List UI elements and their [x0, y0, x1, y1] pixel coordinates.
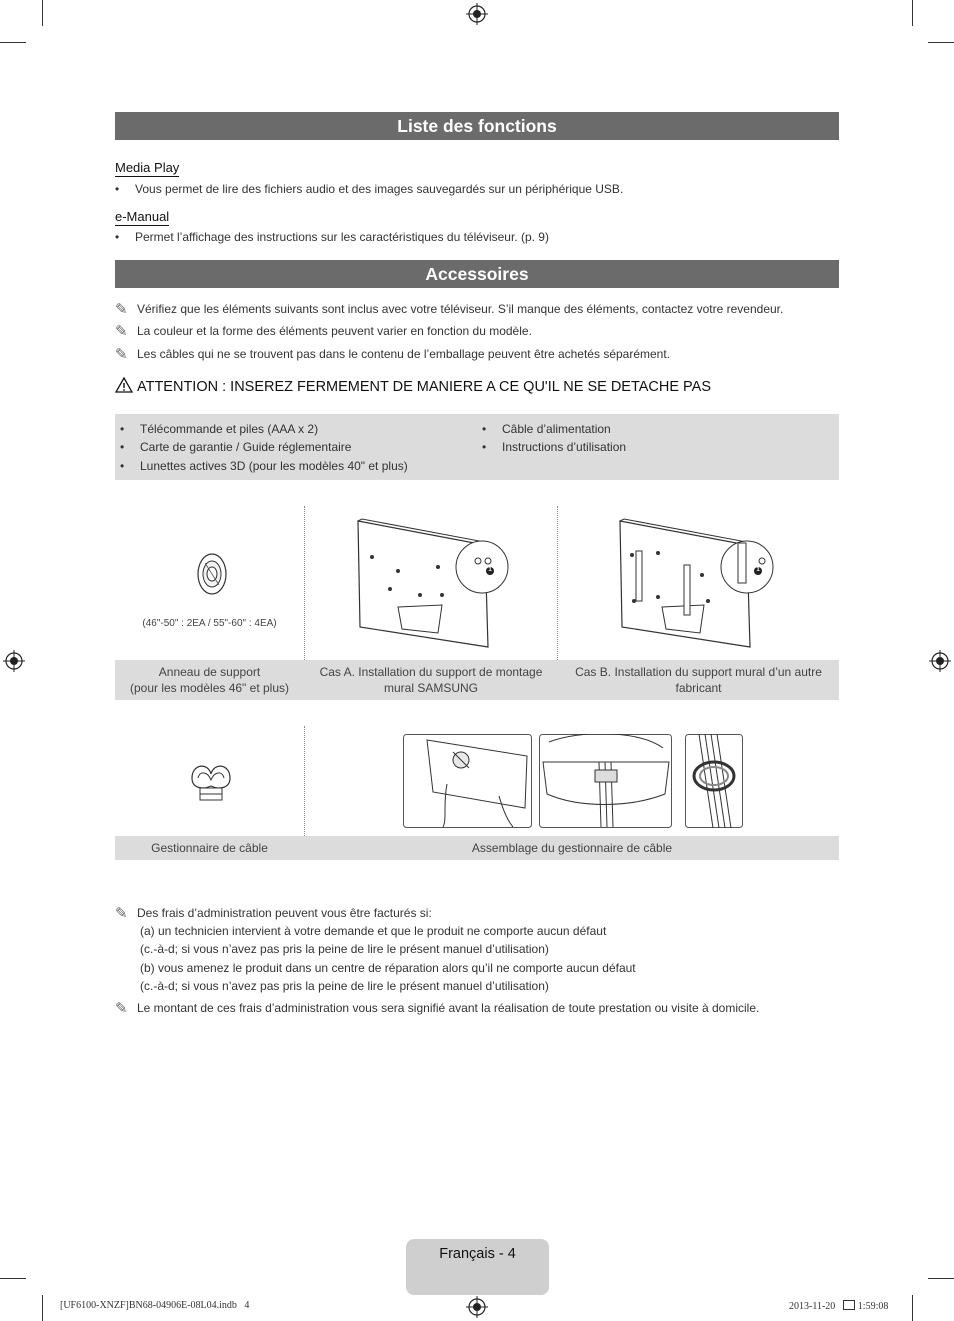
fees-line-2: (c.-à-d; si vous n’avez pas pris la peine de lire le présent manuel d’utilisation) [140, 942, 549, 956]
bullet-text: Permet l’affichage des instructions sur les caractéristiques du téléviseur. (p. 9) [135, 230, 549, 244]
attention-line [115, 377, 711, 395]
registration-mark-bottom [466, 1296, 488, 1318]
cable-manager-illustration [188, 758, 234, 804]
caption-cas-a: Cas A. Installation du support de montage mural SAMSUNG [319, 665, 543, 695]
section-title-accessoires: Accessoires [115, 260, 839, 288]
figure-marker-b: 1 [756, 567, 760, 573]
cable-assembly-step-2 [539, 734, 672, 828]
footer-file-info: [UF6100-XNZF]BN68-04906E-08L04.indb 4 [60, 1300, 250, 1311]
note-text: La couleur et la forme des éléments peuvent varier en fonction du modèle. [137, 324, 532, 338]
fees-line-4: (c.-à-d; si vous n’avez pas pris la peine de lire le présent manuel d’utilisation) [140, 979, 549, 993]
tv-back-other-mount-illustration [612, 515, 792, 655]
registration-mark-right [929, 650, 951, 672]
note-pen-icon: ✎ [115, 905, 128, 922]
fees-final: Le montant de ces frais d’administration vous sera signifié avant la réalisation de toute prestation ou visite à domicile. [137, 1001, 760, 1015]
note-pen-icon: ✎ [115, 1000, 128, 1017]
footer-date: 2013-11-20 [789, 1301, 843, 1312]
bullet-media-play: • Vous permet de lire des fichiers audio et des images sauvegardés sur un périphérique USB. [115, 182, 624, 196]
tv-back-samsung-mount-illustration [350, 515, 520, 655]
caption-cas-b: Cas B. Installation du support mural d’un autre fabricant [575, 665, 822, 695]
attention-text: ATTENTION : INSEREZ FERMEMENT DE MANIERE A CE QU'IL NE SE DETACHE PAS [137, 379, 711, 395]
caption-gestionnaire: Gestionnaire de câble [151, 841, 268, 855]
cable-assembly-step-1 [403, 734, 532, 828]
footer-time: 1:59:08 [857, 1301, 889, 1312]
figure-marker-a: 1 [488, 567, 492, 573]
note-text: Vérifiez que les éléments suivants sont inclus avec votre téléviseur. S’il manque des éléments, contactez votre revendeur. [137, 302, 784, 316]
note-1 [115, 300, 783, 318]
note-2 [115, 322, 532, 340]
item-left-2: • Carte de garantie / Guide réglementaire [120, 440, 352, 454]
note-text: Les câbles qui ne se trouvent pas dans le contenu de l’emballage peuvent être achetés séparément. [137, 347, 671, 361]
item-right-2: • Instructions d’utilisation [482, 440, 627, 454]
warning-triangle-icon [115, 377, 133, 393]
section-title-fonctions: Liste des fonctions [115, 112, 839, 140]
item-text: Télécommande et piles (AAA x 2) [140, 422, 319, 436]
cable-assembly-step-3 [685, 734, 743, 828]
caption-assemblage: Assemblage du gestionnaire de câble [471, 841, 673, 855]
item-right-1: • Câble d’alimentation [482, 422, 611, 436]
item-text: Carte de garantie / Guide réglementaire [140, 440, 352, 454]
note-pen-icon: ✎ [115, 346, 128, 363]
item-left-3: • Lunettes actives 3D (pour les modèles 40" et plus) [120, 459, 408, 473]
subheading-e-manual: e-Manual [115, 209, 170, 224]
registration-mark-left [3, 650, 25, 672]
fees-intro: Des frais d’administration peuvent vous être facturés si: [137, 906, 432, 920]
footer-timestamp [789, 1300, 888, 1312]
item-left-1: • Télécommande et piles (AAA x 2) [120, 422, 319, 436]
note-3 [115, 345, 670, 363]
ring-quantity: (46"-50" : 2EA / 55"-60" : 4EA) [142, 618, 277, 629]
fees-note [115, 904, 432, 922]
fees-line-3: (b) vous amenez le produit dans un centre de réparation alors qu’il ne comporte aucun défaut [140, 961, 636, 975]
footer-time-glyph-icon [843, 1300, 855, 1310]
note-pen-icon: ✎ [115, 301, 128, 318]
bullet-e-manual: • Permet l’affichage des instructions sur les caractéristiques du téléviseur. (p. 9) [115, 230, 549, 244]
item-text: Câble d’alimentation [502, 422, 611, 436]
bullet-text: Vous permet de lire des fichiers audio et des images sauvegardés sur un périphérique USB. [135, 182, 624, 196]
subheading-media-play: Media Play [115, 160, 180, 175]
caption-anneau-support: Anneau de support (pour les modèles 46" et plus) [129, 665, 289, 695]
item-text: Lunettes actives 3D (pour les modèles 40" et plus) [140, 459, 408, 473]
item-text: Instructions d’utilisation [502, 440, 627, 454]
registration-mark-top [466, 3, 488, 25]
note-pen-icon: ✎ [115, 323, 128, 340]
holder-ring-illustration [194, 551, 230, 597]
fees-final-note [115, 999, 759, 1017]
fees-line-1: (a) un technicien intervient à votre demande et que le produit ne comporte aucun défaut [140, 924, 607, 938]
page-label: Français - 4 [439, 1246, 516, 1262]
